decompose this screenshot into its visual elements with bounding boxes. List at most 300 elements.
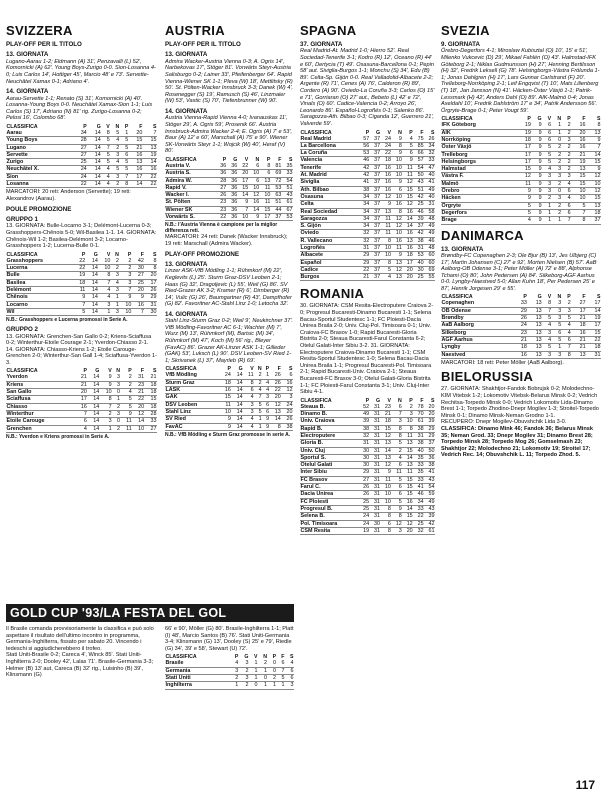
- stat-cell: 39: [413, 215, 424, 222]
- stat-cell: 37: [370, 223, 381, 230]
- table-row: [6, 181, 157, 188]
- stat-cell: 30: [370, 520, 381, 527]
- stat-cell: 1: [249, 660, 258, 667]
- stat-cell: 52: [359, 404, 370, 411]
- stat-cell: 13: [527, 336, 542, 343]
- column-header-stat: P: [128, 368, 132, 375]
- stat-cell: 33: [413, 476, 424, 483]
- stat-cell: 11: [121, 425, 133, 432]
- team-name-cell: La Barcellona: [300, 142, 359, 149]
- stat-cell: 6: [542, 122, 552, 129]
- stat-cell: 16: [391, 237, 402, 244]
- team-name-cell: Yverdon: [6, 374, 75, 381]
- stat-cell: 14: [87, 130, 101, 137]
- stat-cell: 42: [359, 164, 370, 171]
- table-row: [165, 199, 293, 206]
- team-name-cell: FC Ploiesti: [300, 498, 359, 505]
- stat-cell: 27: [145, 425, 157, 432]
- stat-cell: 15: [516, 166, 531, 173]
- team-name-cell: Västra F.: [441, 173, 516, 180]
- stat-cell: 13: [260, 177, 271, 184]
- column-header-stat: P: [409, 397, 413, 404]
- table-row: [6, 265, 157, 272]
- stat-cell: 10: [98, 265, 111, 272]
- table-row: [165, 660, 294, 667]
- stat-cell: 2: [402, 404, 413, 411]
- stat-cell: 3: [239, 674, 249, 681]
- stat-cell: 1: [249, 674, 258, 681]
- table-row: [165, 184, 293, 191]
- stat-cell: 16: [381, 172, 392, 179]
- stat-cell: 11: [402, 164, 413, 171]
- column-header-stat: P: [124, 123, 129, 130]
- stat-cell: 2: [562, 166, 572, 173]
- stat-cell: 49: [424, 186, 435, 193]
- stat-cell: 5: [542, 144, 552, 151]
- table-row: [300, 520, 435, 527]
- table-row: [441, 129, 601, 136]
- stat-cell: 5: [402, 142, 413, 149]
- stat-cell: 49: [359, 411, 370, 418]
- round-results: Brøndby-FC Copenaghen 2-3; Ole Bjur (B) 13', Jes Ulbjerg (C) 17', Martin Johansen (C) 27' e 92', Morten Nielsen (B) 57'. AaB Aalborg-OB Odense 3-1; Peter Möller (A) 72' e 88', Alphonse Tchami (O) 80', John Pedersen (A) 84'. Silkeborg-AGF Aarhus 0-0. Lyngby-Naestved 5-0; Allan Kuhn 18', Per Pedersen 25' e 87', Henrik Jorgesen 29' e 55'.: [441, 252, 597, 292]
- stat-cell: 40: [413, 447, 424, 454]
- team-name-cell: Vorwärts S.: [165, 214, 216, 221]
- column-header-team: CLASSIFICA: [165, 156, 197, 163]
- stat-cell: 59: [424, 491, 435, 498]
- stat-cell: 38: [359, 186, 370, 193]
- note: N.B.: Yverdon e Kriens promossi in Serie A.: [6, 433, 110, 440]
- stat-cell: 5: [101, 151, 110, 158]
- stat-cell: 20: [132, 286, 145, 293]
- stat-cell: 6: [277, 660, 285, 667]
- stat-cell: 2: [268, 674, 277, 681]
- stat-cell: 39: [424, 418, 435, 425]
- stat-cell: 5: [552, 336, 562, 343]
- stat-cell: 6: [243, 387, 254, 394]
- column-header-stat: S: [289, 156, 293, 163]
- team-name-cell: Häcken: [441, 195, 516, 202]
- table-row: [6, 389, 157, 396]
- stat-cell: 31: [370, 447, 381, 454]
- team-name-cell: AaB Aalborg: [441, 322, 512, 329]
- stat-cell: 7: [143, 130, 157, 137]
- stat-cell: 14: [87, 144, 101, 151]
- round-results: 27. GIORNATA: Shakhtjor-Fandok Bobrujsk 0-2; Molodechno-KIM Vitebsk 1-2; Lokomotiv Vitebsk-Belarus Minsk 0-2; Vedrich Rechitsa-Torpedo Minsk 0-0; Vedrich Lokomotiv Lida-Dinamo Brest 1-1; Torpedo Zhodino-Dnepr Mogilev 1-3; Stroitel-Torpedo Minsk 0-1; Dinamo Minsk-Neman Grodno 1-1.: [441, 386, 599, 419]
- team-name-cell: Copenaghen: [441, 300, 512, 307]
- stat-cell: 4: [111, 279, 120, 286]
- stat-cell: 10: [571, 188, 586, 195]
- stat-cell: 13: [270, 408, 282, 415]
- table-row: [6, 403, 157, 410]
- column-header-stat: V: [387, 129, 391, 136]
- stat-cell: 11: [381, 230, 392, 237]
- stat-cell: 10: [586, 180, 601, 187]
- stat-cell: 36: [227, 184, 238, 191]
- column-header-stat: P: [227, 366, 231, 373]
- column-header-team: CLASSIFICA: [300, 129, 332, 136]
- column-header-stat: N: [257, 366, 262, 373]
- stat-cell: 14: [86, 294, 99, 301]
- stat-cell: 20: [144, 272, 157, 279]
- stat-cell: 57: [359, 136, 370, 143]
- team-name-cell: Sion: [6, 173, 73, 180]
- stat-cell: 12: [381, 432, 392, 439]
- stat-cell: 43: [424, 476, 435, 483]
- team-name-cell: Brasile: [165, 660, 230, 667]
- stat-cell: 2: [552, 209, 562, 216]
- stat-cell: 11: [220, 401, 232, 408]
- stat-cell: 29: [424, 425, 435, 432]
- stat-cell: 14: [86, 279, 99, 286]
- stat-cell: 57: [413, 157, 424, 164]
- team-name-cell: Steaua B.: [300, 404, 359, 411]
- stat-cell: 50: [424, 447, 435, 454]
- stat-cell: 9: [100, 381, 112, 388]
- stat-cell: 2: [112, 403, 120, 410]
- stat-cell: 31: [413, 244, 424, 251]
- stat-cell: 13: [402, 440, 413, 447]
- stat-cell: 24: [73, 173, 87, 180]
- stat-cell: 17: [129, 173, 143, 180]
- stat-cell: 38: [281, 423, 293, 430]
- stat-cell: 54: [282, 177, 293, 184]
- gold-cup-title: GOLD CUP '93/LA FESTA DEL GOL: [6, 604, 294, 622]
- stat-cell: 16: [129, 166, 143, 173]
- stat-cell: 3: [542, 329, 551, 336]
- stat-cell: 6: [552, 329, 562, 336]
- stat-cell: 3: [110, 151, 120, 158]
- column-header-stat: S: [597, 294, 601, 301]
- stat-cell: 4: [98, 286, 111, 293]
- team-name-cell: Gloria B.: [300, 440, 359, 447]
- stat-cell: 31: [370, 505, 381, 512]
- team-name-cell: St. Pölten: [165, 199, 216, 206]
- stat-cell: 5: [121, 396, 133, 403]
- stat-cell: 5: [73, 308, 86, 315]
- table-row: [300, 186, 435, 193]
- stat-cell: 0: [552, 136, 562, 143]
- stat-cell: 46: [413, 491, 424, 498]
- stat-cell: 6: [249, 177, 260, 184]
- stat-cell: 14: [87, 137, 101, 144]
- team-name-cell: Wil: [6, 308, 73, 315]
- column-header-stat: P: [567, 294, 571, 301]
- table-row: [165, 163, 293, 170]
- group-label: GRUPPO 2: [6, 326, 38, 334]
- stat-cell: 7: [562, 217, 572, 224]
- team-name-cell: Oviedo: [300, 230, 359, 237]
- column-header-stat: N: [255, 156, 260, 163]
- stat-cell: 28: [145, 410, 157, 417]
- stat-cell: 16: [571, 329, 586, 336]
- team-name-cell: Lucerna: [6, 265, 73, 272]
- column-header-team: CLASSIFICA: [6, 368, 38, 375]
- table-row: [441, 217, 601, 224]
- column-header-stat: V: [244, 156, 249, 163]
- table-row: [441, 151, 601, 158]
- stat-cell: 7: [277, 667, 285, 674]
- stat-cell: 13: [381, 440, 392, 447]
- stat-cell: 3: [111, 272, 120, 279]
- stat-cell: 37: [370, 136, 381, 143]
- stat-cell: 8: [391, 425, 402, 432]
- group-results: 13. GIORNATA: Grenchen-San Gallo 0-2; Kriens-Sciaffusa 0-2; Winterthur-Etoile Courage 2-1; Yverdon-Chiasso 2-1. 14. GIORNATA: Chiasso-Kriens 1-2; Etoile Carouge-Grenchen 2-0; Winterthur-San Gall 1-4; Sciaffusa-Yverdon 1-3.: [6, 333, 158, 366]
- stat-cell: 14: [87, 396, 99, 403]
- stat-cell: 17: [571, 307, 586, 314]
- stat-cell: 8: [381, 505, 392, 512]
- stat-cell: 9: [249, 214, 260, 221]
- stat-cell: 60: [424, 259, 435, 266]
- stat-cell: 14: [132, 418, 144, 425]
- team-name-cell: Delémont: [6, 286, 73, 293]
- team-name-cell: LASK: [165, 387, 220, 394]
- stat-cell: 39: [424, 513, 435, 520]
- stat-cell: 2: [119, 258, 132, 265]
- stat-cell: 14: [270, 416, 282, 423]
- stat-cell: 16: [220, 387, 232, 394]
- stat-cell: 11: [391, 244, 402, 251]
- column-svizzera: [6, 24, 157, 440]
- stat-cell: 6: [391, 404, 402, 411]
- stat-cell: 3: [112, 374, 120, 381]
- stat-cell: 21: [512, 336, 527, 343]
- table-row: [441, 202, 601, 209]
- team-name-cell: Univ. Cluj: [300, 447, 359, 454]
- stat-cell: 13: [527, 300, 542, 307]
- stat-cell: 3: [542, 351, 551, 358]
- stat-cell: 22: [270, 387, 282, 394]
- stat-cell: 3: [402, 411, 413, 418]
- stat-cell: 10: [381, 484, 392, 491]
- stat-cell: 41: [424, 179, 435, 186]
- stat-cell: 17: [516, 144, 531, 151]
- gold-matches: Stati Uniti-Brasile 0-2; Careca 4', Winck 85'. Stati Uniti-Inghilterra 2-0; Dooley 42', Lalas 71'. Brasile-Germania 3-3; Helmer (B) 13' aut, Careca (B) 32' rig., Luisinho (B) 39', Klinsmann (G): [6, 652, 154, 679]
- team-name-cell: Malmö: [441, 180, 516, 187]
- round-label: 13. GIORNATA: [165, 260, 208, 268]
- stat-cell: 4: [562, 195, 572, 202]
- stat-cell: 37: [370, 230, 381, 237]
- stat-cell: 9: [531, 209, 542, 216]
- stat-cell: 6: [391, 484, 402, 491]
- stat-cell: 7: [254, 394, 262, 401]
- stat-cell: 15: [571, 180, 586, 187]
- table-row: [165, 423, 293, 430]
- stat-cell: 16: [75, 403, 87, 410]
- stat-cell: 6: [562, 202, 572, 209]
- stat-cell: 11: [391, 469, 402, 476]
- stat-cell: 4: [243, 394, 254, 401]
- team-name-cell: Electroputere: [300, 432, 359, 439]
- stat-cell: 9: [531, 202, 542, 209]
- stat-cell: 14: [381, 447, 392, 454]
- stat-cell: 11: [402, 172, 413, 179]
- team-name-cell: Chênois: [6, 294, 73, 301]
- stat-cell: 58: [424, 208, 435, 215]
- stat-cell: 14: [402, 223, 413, 230]
- stat-cell: 3: [542, 180, 552, 187]
- table-row: [300, 172, 435, 179]
- stat-cell: 37: [370, 244, 381, 251]
- team-name-cell: Osasuna: [300, 193, 359, 200]
- column-header-stat: S: [431, 129, 435, 136]
- stat-cell: 5: [542, 158, 552, 165]
- stat-cell: 3: [262, 394, 269, 401]
- table-row: [300, 259, 435, 266]
- table-row: [300, 527, 435, 534]
- team-name-cell: Albacete: [300, 252, 359, 259]
- stat-cell: 7: [571, 209, 586, 216]
- stat-cell: 2: [119, 265, 132, 272]
- table-row: [300, 164, 435, 171]
- column-header-stat: F: [140, 251, 144, 258]
- stat-cell: 29: [359, 259, 370, 266]
- table-row: [300, 237, 435, 244]
- stat-cell: 30: [359, 462, 370, 469]
- stat-cell: 30: [359, 454, 370, 461]
- stat-cell: 14: [87, 181, 101, 188]
- column-header-stat: G: [96, 123, 101, 130]
- stat-cell: 0: [112, 418, 120, 425]
- stat-cell: 42: [359, 172, 370, 179]
- stat-cell: 7: [238, 206, 249, 213]
- stat-cell: 26: [424, 136, 435, 143]
- table-row: [165, 177, 293, 184]
- stat-cell: 18: [145, 403, 157, 410]
- stat-cell: 15: [571, 173, 586, 180]
- column-header-stat: F: [139, 123, 143, 130]
- stat-cell: 0: [268, 660, 277, 667]
- stat-cell: 35: [413, 469, 424, 476]
- stat-cell: 9: [100, 374, 112, 381]
- stat-cell: 8: [586, 122, 601, 129]
- team-name-cell: Sportul S.: [300, 454, 359, 461]
- stat-cell: 78: [413, 404, 424, 411]
- column-header-stat: V: [253, 654, 258, 661]
- stat-cell: 2: [111, 258, 120, 265]
- stat-cell: 31: [370, 440, 381, 447]
- stat-cell: 6: [262, 408, 269, 415]
- stat-cell: 8: [381, 237, 392, 244]
- standings-table-group2: [6, 368, 157, 432]
- country-title-bielorussia: BIELORUSSIA: [441, 369, 534, 385]
- column-header-stat: S: [290, 654, 294, 661]
- table-row: [6, 410, 157, 417]
- promo-title: PLAY-OFF PROMOZIONE: [165, 250, 240, 258]
- table-row: [6, 381, 157, 388]
- table-row: [6, 144, 157, 151]
- stat-cell: 13: [402, 462, 413, 469]
- table-row: [165, 674, 294, 681]
- stat-cell: 8: [120, 181, 129, 188]
- team-name-cell: Español: [300, 259, 359, 266]
- stat-cell: 23: [216, 206, 227, 213]
- stat-cell: 42: [424, 520, 435, 527]
- stat-cell: 9: [531, 166, 542, 173]
- stat-cell: 9: [238, 199, 249, 206]
- stat-cell: 55: [424, 274, 435, 281]
- stat-cell: 14: [402, 454, 413, 461]
- stat-cell: 53: [271, 184, 282, 191]
- table-row: [441, 351, 601, 358]
- stat-cell: 18: [220, 379, 232, 386]
- team-name-cell: Degerfors: [441, 209, 516, 216]
- team-name-cell: Sciaffusa: [6, 396, 75, 403]
- stat-cell: 4: [402, 136, 413, 143]
- gold-cup-box: [6, 604, 294, 772]
- table-row: [441, 144, 601, 151]
- stat-cell: 13: [527, 344, 542, 351]
- country-title-spagna: SPAGNA: [300, 23, 357, 38]
- stat-cell: 30: [144, 308, 157, 315]
- stat-cell: 15: [260, 206, 271, 213]
- stat-cell: 10: [381, 244, 392, 251]
- table-row: [165, 682, 294, 689]
- stat-cell: 51: [282, 184, 293, 191]
- stat-cell: 36: [227, 170, 238, 177]
- stat-cell: 2: [552, 180, 562, 187]
- stat-cell: 16: [249, 199, 260, 206]
- stat-cell: 22: [143, 173, 157, 180]
- stat-cell: 21: [571, 315, 586, 322]
- table-row: [300, 469, 435, 476]
- stat-cell: 1: [111, 301, 120, 308]
- table-row: [165, 667, 294, 674]
- round-results: Austria Vienna-Rapid Vienna 4-0; Ivanauskas 11', Stöger 29', A. Ogris 59', Prosenik 66'. Austria Innsbruck-Admira Wacker 2-4; E. Ogris (A) 7' e 53', Baur (A) 12' e 60', Marschall (A) 75' e 90'. Wiener SK-Vorwärts Steyr 1-1; Wojcik (W) 40', Heraf (V) 80'.: [165, 115, 293, 155]
- team-name-cell: Dacia Unirea: [300, 491, 359, 498]
- stat-cell: 5: [120, 137, 129, 144]
- stat-cell: 29: [144, 294, 157, 301]
- stat-cell: 7: [542, 307, 551, 314]
- team-name-cell: Valencia: [300, 157, 359, 164]
- stat-cell: 18: [402, 252, 413, 259]
- stat-cell: 3: [552, 307, 562, 314]
- stat-cell: 4: [562, 322, 571, 329]
- stat-cell: 13: [586, 202, 601, 209]
- stat-cell: 9: [531, 180, 542, 187]
- table-row: [300, 454, 435, 461]
- stat-cell: 33: [282, 170, 293, 177]
- table-row: [165, 170, 293, 177]
- stat-cell: 37: [271, 214, 282, 221]
- stat-cell: 13: [527, 307, 542, 314]
- stat-cell: 25: [413, 520, 424, 527]
- stat-cell: 43: [282, 192, 293, 199]
- column-header-stat: P: [365, 397, 370, 404]
- stat-cell: 16: [129, 151, 143, 158]
- team-name-cell: DSV Leoben: [165, 401, 220, 408]
- stat-cell: 9: [220, 416, 232, 423]
- stat-cell: 30: [413, 266, 424, 273]
- column-header-stat: P: [567, 116, 571, 123]
- stat-cell: 16: [381, 186, 392, 193]
- table-row: [300, 491, 435, 498]
- stat-cell: 9: [391, 252, 402, 259]
- team-name-cell: Young Boys: [6, 137, 73, 144]
- team-name-cell: Winterthur: [6, 410, 75, 417]
- team-name-cell: Zurigo: [6, 159, 73, 166]
- table-row: [300, 498, 435, 505]
- table-row: [6, 425, 157, 432]
- stat-cell: 19: [73, 272, 86, 279]
- stat-cell: 14: [402, 505, 413, 512]
- stat-cell: 10: [249, 170, 260, 177]
- stat-cell: 2: [552, 202, 562, 209]
- stat-cell: 14: [87, 381, 99, 388]
- stat-cell: 8: [101, 130, 110, 137]
- gold-matches: 66' e 90', Möller (G) 80'. Brasile-Inghilterra 1-1; Platt (I) 48', Marcio Santos (B) 76'. Stati Uniti-Germania 3-4; Klinsmann (G) 13', Dooley (S) 25' e 79', Riedle (G) 34', 39' e 58', Stewart (U) 72'.: [165, 626, 294, 652]
- stat-cell: 1: [542, 202, 552, 209]
- stat-cell: 42: [413, 230, 424, 237]
